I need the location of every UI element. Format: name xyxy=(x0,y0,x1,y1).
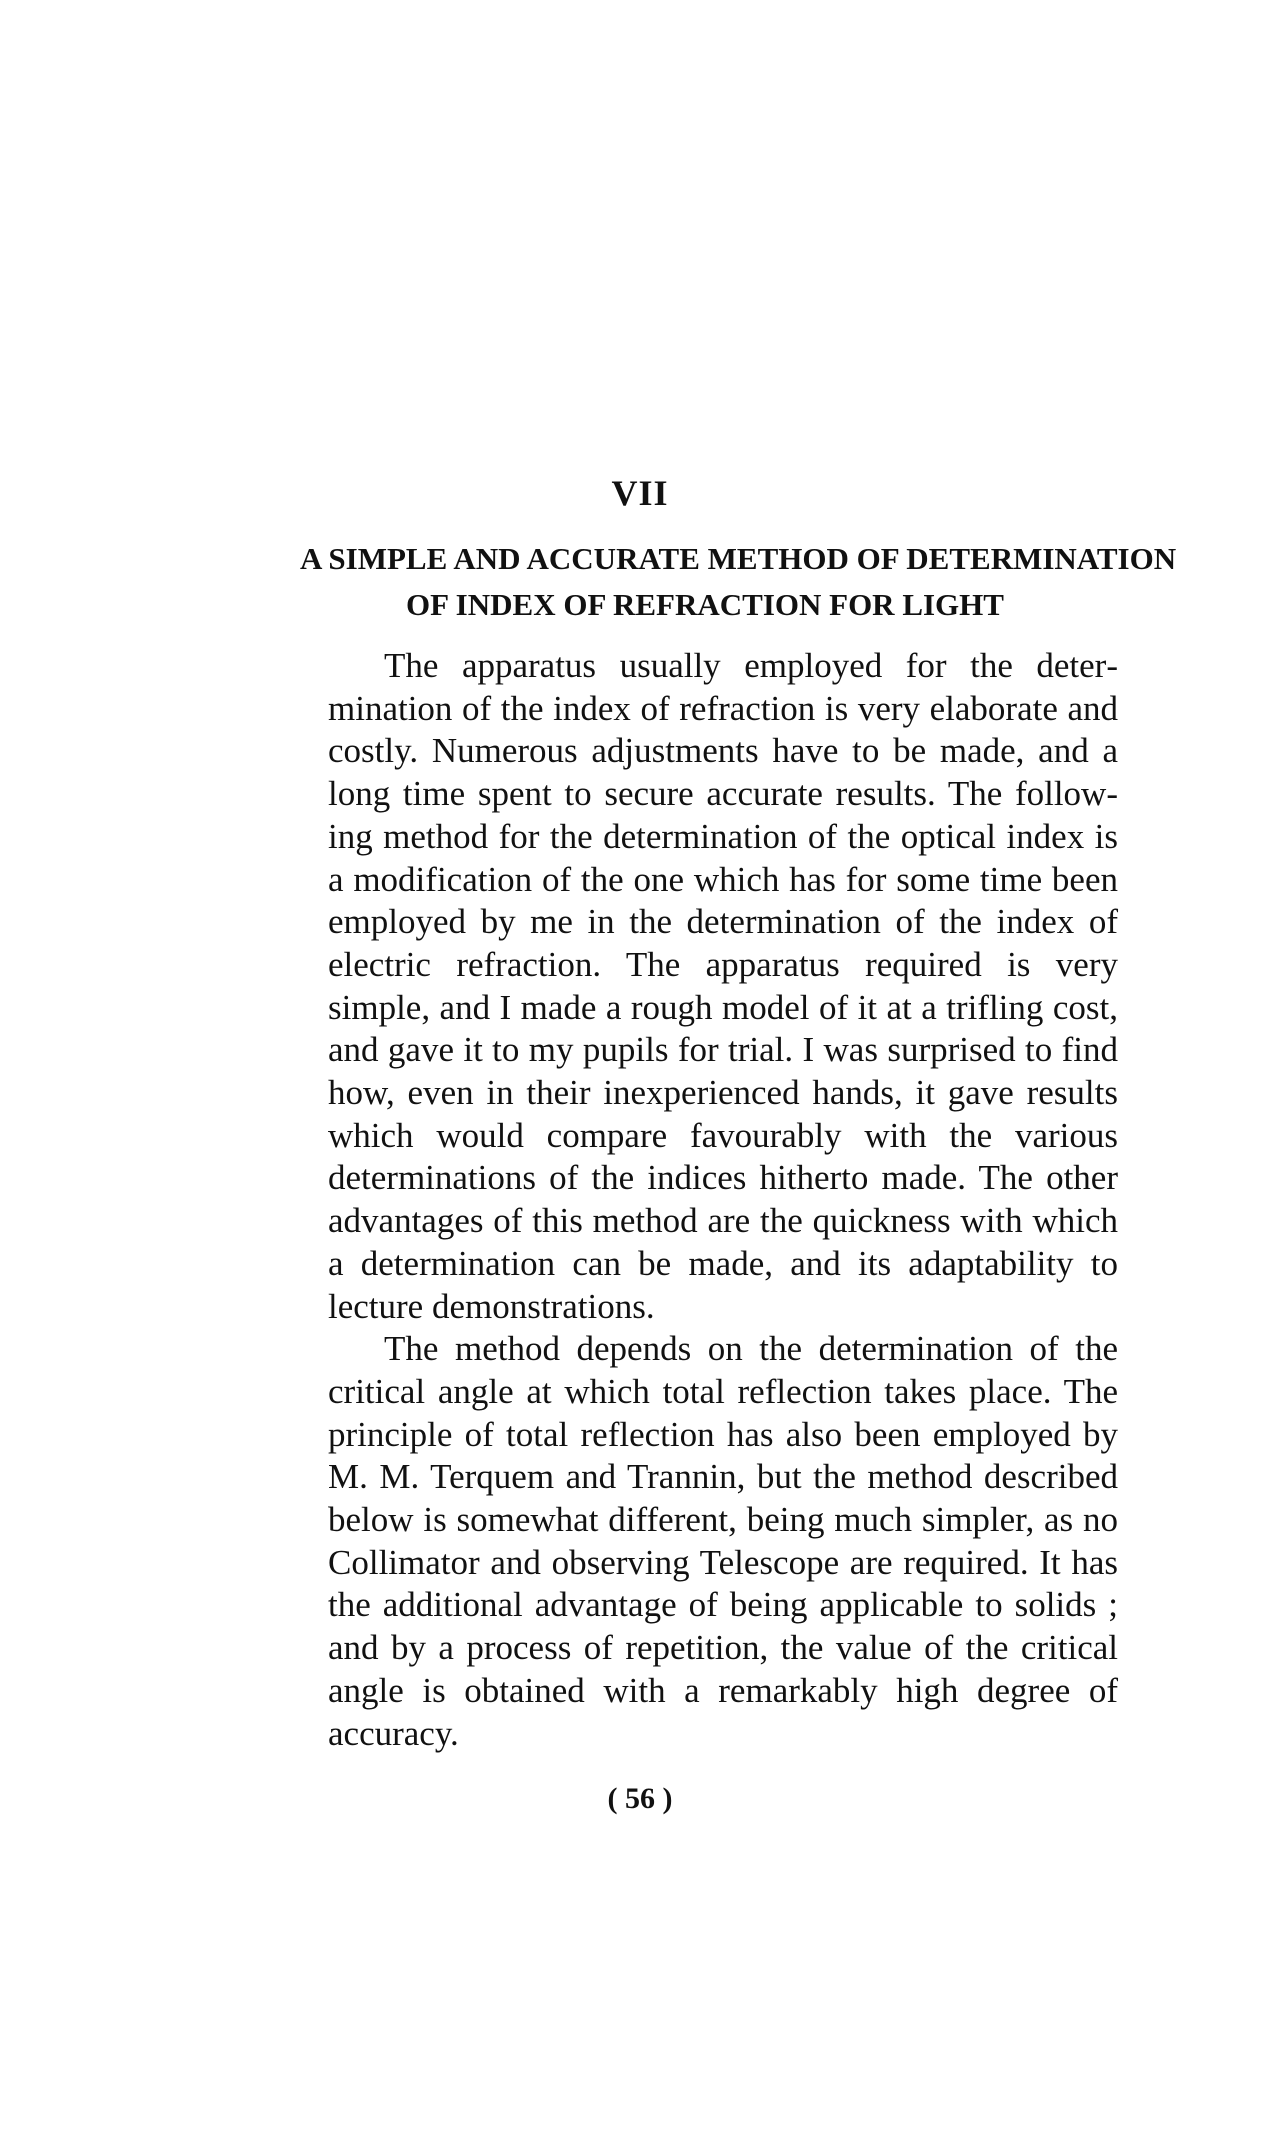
chapter-number: VII xyxy=(611,473,669,513)
body-text xyxy=(328,645,1118,1755)
chapter-title xyxy=(300,536,1177,628)
page-number: ( 56 ) xyxy=(607,1782,673,1815)
chapter-title-line-1: A SIMPLE AND ACCURATE METHOD OF DETERMINATION xyxy=(300,541,1177,576)
paragraph: The apparatus usually employed for the determination of the index of refraction is very elaborate and costly. Numerous adjustments have to be made, and a long time spent to secure accurate results. The following method for the determination of the optical index is a modification of the one which has for some time been employed by me in the determination of the index of electric refraction. The apparatus required is very simple, and I made a rough model of it at a trifling cost, and gave it to my pupils for trial. I was surprised to find how, even in their inexperienced hands, it gave results which would compare favourably with the various determinations of the indices hitherto made. The other advantages of this method are the quickness with which a determination can be made, and its adaptability to lecture demonstrations. xyxy=(328,646,1118,1326)
paragraph: The method depends on the determination of the critical angle at which total reflection takes place. The principle of total reflection has also been employed by M. M. Terquem and Trannin, but the method described below is somewhat different, being much simpler, as no Collimator and observing Telescope are required. It has the additional advantage of being applicable to solids ; and by a process of repetition, the value of the critical angle is obtained with a remarkably high degree of accuracy. xyxy=(328,1329,1118,1753)
chapter-title-line-2: OF INDEX OF REFRACTION FOR LIGHT xyxy=(406,587,1004,622)
